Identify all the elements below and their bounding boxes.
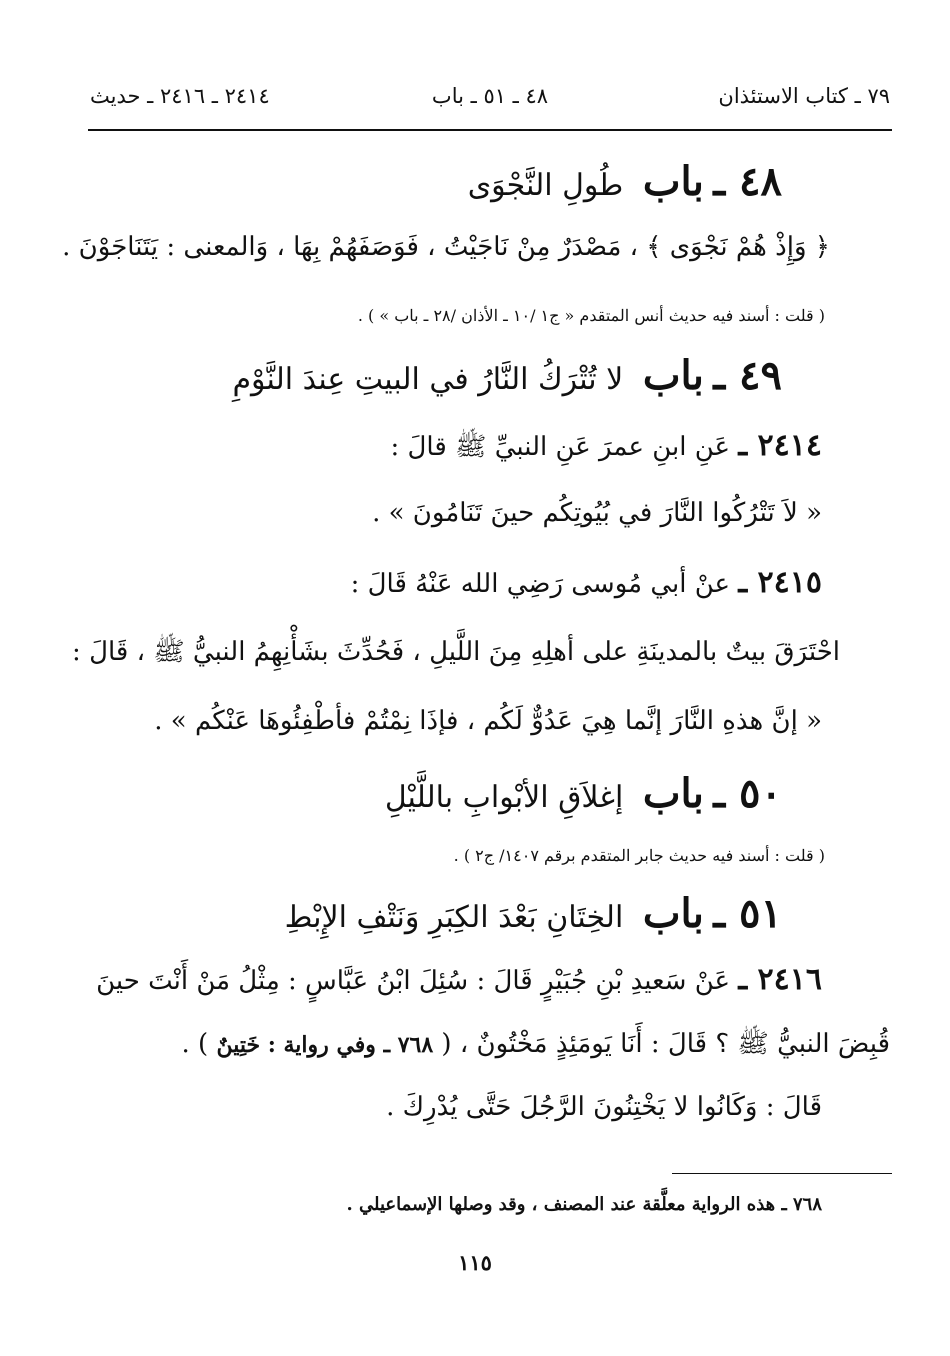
header-book-title: ٧٩ ـ كتاب الاستئذان [718,84,890,108]
header-hadith-range: ٢٤١٤ ـ ٢٤١٦ ـ حديث [90,84,270,108]
header-chapter-range: ٤٨ ـ ٥١ ـ باب [431,84,549,108]
chapter-keyword: باب [642,890,704,937]
hadith-text-tail: ) . [181,1029,209,1059]
hadith-text: قُبِضَ النبيُّ ﷺ ؟ قَالَ : أَنَا يَومَئِذٍ مَخْتُونٌ ، ( [441,1029,890,1059]
chapter-keyword: باب [642,158,704,205]
chapter-title: لا تُتْرَكُ النَّارُ في البيتِ عِندَ النَّوْمِ [232,362,624,397]
hadith-2415-heading [351,565,822,600]
chapter-keyword: باب [642,770,704,817]
hadith-number: ٢٤١٦ ـ [738,962,822,997]
hadith-text: عنْ أبي مُوسى رَضِي الله عَنْهُ قَالَ : [350,569,731,599]
hadith-2416-heading [96,962,822,997]
running-header [90,84,890,118]
chapter-number: ٥١ ـ [713,890,782,937]
hadith-2416-line-3: قَالَ : وَكَانُوا لا يَخْتِنُونَ الرَّجُلَ حَتَّى يُدْرِكَ . [386,1092,822,1122]
chapter-number: ٤٨ ـ [713,158,782,205]
footnote-reference: ٧٦٨ ـ وفي رواية : خَتِينٌ [216,1032,434,1058]
chapter-number: ٤٩ ـ [713,352,782,399]
hadith-number: ٢٤١٥ ـ [738,565,822,600]
chapter-keyword: باب [642,352,704,399]
chapter-51-heading [285,890,782,937]
chapter-title: إغلاَقِ الأبْوابِ باللَّيْلِ [384,780,624,815]
chapter-number: ٥٠ ـ [713,770,782,817]
hadith-2416-line-2 [182,1027,891,1065]
chapter-50-note: ( قلت : أسند فيه حديث جابر المتقدم برقم ١٤٠٧/ ج٢ ) . [453,846,825,865]
chapter-48-heading [468,158,782,205]
chapter-48-text: ﴿ وَإِذْ هُمْ نَجْوَى ﴾ ، مَصْدَرٌ مِنْ نَاجَيْتُ ، فَوَصَفَهُمْ بِهَا ، وَالمعنى : يَتَنَاجَوْنَ . [62,232,830,262]
chapter-50-heading [385,770,782,817]
chapter-title: طُولِ النَّجْوَى [467,168,624,203]
hadith-text: عَنِ ابنِ عمرَ عَنِ النبيِّ ﷺ قالَ : [390,432,731,462]
hadith-number: ٢٤١٤ ـ [738,428,822,463]
hadith-text: عَنْ سَعيدِ بْنِ جُبَيْرٍ قَالَ : سُئِلَ ابْنُ عَبَّاسٍ : مِثْلُ مَنْ أَنْتَ حينَ [96,966,731,996]
hadith-2414-heading [391,428,822,468]
chapter-49-heading [232,352,782,399]
hadith-2415-line-1: احْتَرَقَ بيتٌ بالمدينَةِ على أهلِهِ مِنَ اللَّيلِ ، فَحُدِّثَ بشَأْنِهِمُ النبيُّ ﷺ ، قَالَ : [72,637,840,667]
hadith-2415-line-2: « إنَّ هذهِ النَّارَ إنَّما هِيَ عَدُوٌّ لَكُم ، فإذَا نِمْتُمْ فأطْفِئُوهَا عَنْكُم » . [154,706,822,736]
chapter-48-note: ( قلت : أسند فيه حديث أنس المتقدم « ج١ /١٠ ـ الأذان /٢٨ ـ باب » ) . [357,306,825,325]
chapter-title: الخِتَانِ بَعْدَ الكِبَرِ وَنَتْفِ الإِبْطِ [284,900,624,935]
footnote-divider [672,1173,892,1174]
header-divider [88,129,892,131]
footnote-768: ٧٦٨ ـ هذه الرواية معلَّقة عند المصنف ، وقد وصلها الإسماعيلي . [346,1194,822,1215]
page-number: ١١٥ [458,1250,492,1275]
hadith-2414-text: « لاَ تَتْرُكُوا النَّارَ في بُيُوتِكُم حينَ تَنَامُونَ » . [372,498,822,528]
